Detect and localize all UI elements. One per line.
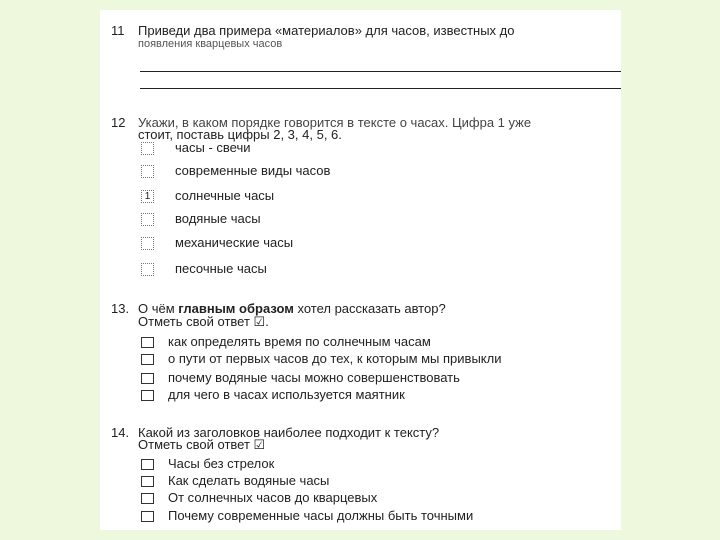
q13-bold: главным образом [178, 301, 294, 316]
answer-option: о пути от первых часов до тех, к которым мы привыкли [168, 351, 502, 366]
answer-checkbox[interactable] [141, 354, 154, 365]
q13-dot: . [265, 314, 269, 329]
answer-checkbox[interactable] [141, 476, 154, 487]
answer-checkbox[interactable] [141, 511, 154, 522]
answer-option: почему водяные часы можно совершенствовать [168, 370, 460, 385]
q14-text: Какой из заголовков наиболее подходит к тексту? [138, 425, 440, 440]
q12-text: Укажи, в каком порядке говорится в тексте о часах. Цифра 1 уже [138, 115, 532, 130]
answer-line[interactable] [140, 71, 621, 72]
q11-number: 11 [111, 23, 125, 38]
q14-instr-text: Отметь свой ответ [138, 437, 250, 452]
answer-checkbox[interactable] [141, 493, 154, 504]
order-number-box[interactable] [141, 165, 154, 178]
order-item-label: водяные часы [175, 211, 261, 226]
answer-option: Часы без стрелок [168, 456, 275, 471]
q12-text-2: стоит, поставь цифры 2, 3, 4, 5, 6. [138, 127, 342, 142]
order-item-label: песочные часы [175, 261, 267, 276]
order-number-box[interactable] [141, 263, 154, 276]
q13-post: хотел рассказать автор? [293, 301, 446, 316]
answer-checkbox[interactable] [141, 459, 154, 470]
q11-text-2: появления кварцевых часов [138, 38, 283, 50]
answer-option: Как сделать водяные часы [168, 473, 330, 488]
q11-text: Приведи два примера «материалов» для часов, известных до [138, 23, 515, 38]
answer-checkbox[interactable] [141, 337, 154, 348]
answer-option: для чего в часах используется маятник [168, 387, 405, 402]
order-item-label: солнечные часы [175, 188, 275, 203]
order-number-box[interactable] [141, 142, 154, 155]
q13-number: 13. [111, 301, 130, 316]
order-item-label: часы - свечи [175, 140, 251, 155]
q14-number: 14. [111, 425, 130, 440]
order-number-box[interactable]: 1 [141, 190, 154, 203]
answer-option: Почему современные часы должны быть точными [168, 508, 474, 523]
order-item-label: механические часы [175, 235, 294, 250]
order-item-label: современные виды часов [175, 163, 331, 178]
answer-line[interactable] [140, 88, 621, 89]
answer-option: как определять время по солнечным часам [168, 334, 431, 349]
answer-checkbox[interactable] [141, 390, 154, 401]
worksheet-page [100, 10, 621, 530]
order-number-box[interactable] [141, 213, 154, 226]
order-number-box[interactable] [141, 237, 154, 250]
q13-instruction [138, 315, 269, 329]
q13-instr-text: Отметь свой ответ [138, 314, 250, 329]
q14-instruction [138, 438, 265, 452]
answer-option: От солнечных часов до кварцевых [168, 490, 378, 505]
answer-checkbox[interactable] [141, 373, 154, 384]
q12-number: 12 [111, 115, 126, 130]
q13-pre: О чём [138, 301, 179, 316]
checkbox-checked-icon: ☑ [253, 437, 266, 452]
checkbox-checked-icon: ☑ [253, 314, 266, 329]
